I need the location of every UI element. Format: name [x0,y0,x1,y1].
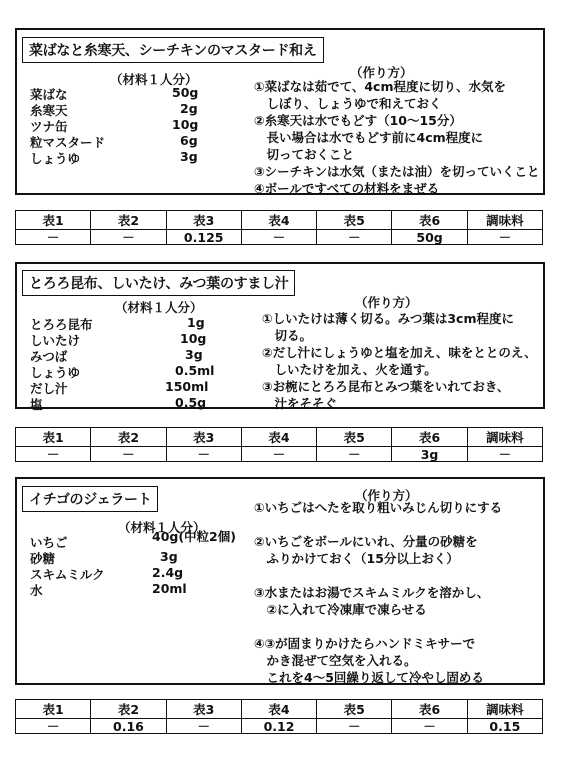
recipe-3-ingredients [30,529,260,598]
table-header-cell: 表2 [91,700,166,719]
table-header-cell: 表5 [317,700,392,719]
table-value-cell: － [91,447,166,462]
ingredient-row [30,395,240,411]
recipe-1-steps [254,78,539,197]
recipe-2-steps-header: （作り方） [355,295,418,310]
ingredient-name: とろろ昆布 [30,317,93,332]
ingredient-amount: 50g [172,85,199,100]
step-line: ③シーチキンは水気（または油）を切っていくこと [254,164,540,179]
step-line: 長い場合は水でもどす前に4cm程度に [254,130,484,145]
table-value-cell: 0.125 [166,230,241,245]
table-value-cell: － [16,719,91,734]
recipe-2-title: とろろ昆布、しいたけ、みつ葉のすまし汁 [22,270,295,296]
table-header-cell: 表1 [16,211,91,230]
recipe-1-ingredients-header: （材料１人分） [110,72,198,87]
ingredient-amount: 3g [185,347,203,362]
table-header-cell: 表2 [91,428,166,447]
step-line: ③お椀にとろろ昆布とみつ葉をいれておき、 [262,379,510,394]
table-header-cell: 表4 [241,700,316,719]
step-line: ②糸寒天は水でもどす（10～15分） [254,113,462,128]
recipe-3-steps-header: （作り方） [355,488,418,503]
step-line: ①菜ばなは茹でて、4cm程度に切り、水気を [254,79,506,94]
step-line: ④ボールですべての材料をまぜる [254,181,440,196]
ingredient-row [30,149,220,165]
step-line: ②だし汁にしょうゆと塩を加え、味をととのえ、 [262,345,537,360]
ingredient-name: しょうゆ [30,365,81,380]
table-value-cell: － [166,447,241,462]
step-line: しぼり、しょうゆで和えておく [254,96,442,111]
table-value-cell: － [166,719,241,734]
ingredient-name: みつば [30,349,68,364]
ingredient-name: ツナ缶 [30,119,68,134]
table-header-cell: 表5 [317,428,392,447]
table-value-cell: － [467,230,542,245]
recipe-3-nutrition-table [15,699,543,734]
ingredient-row [30,85,220,101]
ingredient-row [30,347,240,363]
ingredient-name: スキムミルク [30,567,105,582]
recipe-2-ingredients [30,315,240,411]
ingredient-amount: 3g [160,549,178,564]
ingredient-row [30,363,240,379]
ingredient-name: 水 [30,583,43,598]
recipe-2-ingredients-header: （材料１人分） [115,300,203,315]
table-header-cell: 調味料 [467,700,542,719]
step-line: 切っておくこと [254,147,355,162]
ingredient-name: 菜ばな [30,87,68,102]
table-value-cell: － [392,719,467,734]
ingredient-row [30,315,240,331]
ingredient-amount: 2.4g [152,565,184,580]
ingredient-amount: 1g [187,315,205,330]
table-header-cell: 表6 [392,428,467,447]
step-line: ④③が固まりかけたらハンドミキサーで [254,636,476,651]
step-line: 切る。 [262,328,313,343]
step-line [254,516,502,533]
ingredient-amount: 20ml [152,581,187,596]
ingredient-name: 糸寒天 [30,103,68,118]
recipe-2-nutrition-table [15,427,543,462]
recipe-1-steps-header: （作り方） [350,65,413,80]
recipe-3-steps [254,499,502,686]
step-line [254,567,502,584]
ingredient-row [30,565,260,581]
ingredient-amount: 3g [180,149,198,164]
table-header-cell: 表1 [16,428,91,447]
ingredient-row [30,581,260,597]
ingredient-amount: 10g [172,117,199,132]
table-header-cell: 表3 [166,211,241,230]
table-value-cell: － [16,230,91,245]
step-line: ふりかけておく（15分以上おく） [254,551,459,566]
ingredient-name: しょうゆ [30,151,81,166]
ingredient-row [30,529,260,550]
ingredient-name: 塩 [30,397,43,412]
ingredient-name: だし汁 [30,381,68,396]
table-header-cell: 表6 [392,700,467,719]
table-header-cell: 表6 [392,211,467,230]
ingredient-row [30,133,220,149]
table-value-cell: 3g [392,447,467,462]
recipe-2-steps [262,310,537,412]
step-line [254,618,502,635]
step-line: ③水またはお湯でスキムミルクを溶かし、 [254,585,490,600]
ingredient-amount: 0.5ml [175,363,215,378]
table-value-cell: － [317,447,392,462]
table-header-cell: 表4 [241,428,316,447]
recipe-1-nutrition-table [15,210,543,245]
table-header-cell: 調味料 [467,211,542,230]
table-value-cell: － [16,447,91,462]
step-line: ②いちごをボールにいれ、分量の砂糖を [254,534,478,549]
table-value-cell: － [317,719,392,734]
ingredient-amount: 0.5g [175,395,207,410]
table-value-cell: 0.16 [91,719,166,734]
ingredient-row [30,331,240,347]
ingredient-name: しいたけ [30,333,81,348]
table-value-cell: 0.12 [241,719,316,734]
table-header-cell: 表1 [16,700,91,719]
table-value-cell: － [241,230,316,245]
table-value-cell: － [91,230,166,245]
step-line: かき混ぜて空気を入れる。 [254,653,417,668]
ingredient-amount: 10g [180,331,207,346]
table-value-cell: 0.15 [467,719,542,734]
recipe-3-ingredients-header: （材料１人分） [118,520,206,535]
table-value-cell: － [241,447,316,462]
table-value-cell: － [317,230,392,245]
table-header-cell: 調味料 [467,428,542,447]
ingredient-name: 粒マスタード [30,135,106,150]
step-line: 汁をそそぐ [262,396,338,411]
ingredient-row [30,101,220,117]
table-value-cell: 50g [392,230,467,245]
table-header-cell: 表4 [241,211,316,230]
table-header-cell: 表2 [91,211,166,230]
step-line: これを4～5回繰り返して冷やし固める [254,670,484,685]
table-header-cell: 表3 [166,700,241,719]
step-line: ②に入れて冷凍庫で凍らせる [254,602,427,617]
recipe-3-title: イチゴのジェラート [22,486,158,512]
recipe-1-ingredients [30,85,220,165]
ingredient-amount: 40g(中粒2個) [152,529,236,544]
ingredient-row [30,379,240,395]
table-header-cell: 表3 [166,428,241,447]
ingredient-name: いちご [30,535,68,550]
recipe-1-title: 菜ばなと糸寒天、シーチキンのマスタード和え [22,37,324,63]
ingredient-amount: 2g [180,101,198,116]
ingredient-name: 砂糖 [30,551,56,566]
table-header-cell: 表5 [317,211,392,230]
ingredient-row [30,117,220,133]
ingredient-amount: 6g [180,133,198,148]
table-value-cell: － [467,447,542,462]
step-line: ①いちごはへたを取り粗いみじん切りにする [254,500,503,515]
step-line: しいたけを加え、火を通す。 [262,362,437,377]
ingredient-row [30,549,260,565]
ingredient-amount: 150ml [165,379,209,394]
step-line: ①しいたけは薄く切る。みつ葉は3cm程度に [262,311,514,326]
